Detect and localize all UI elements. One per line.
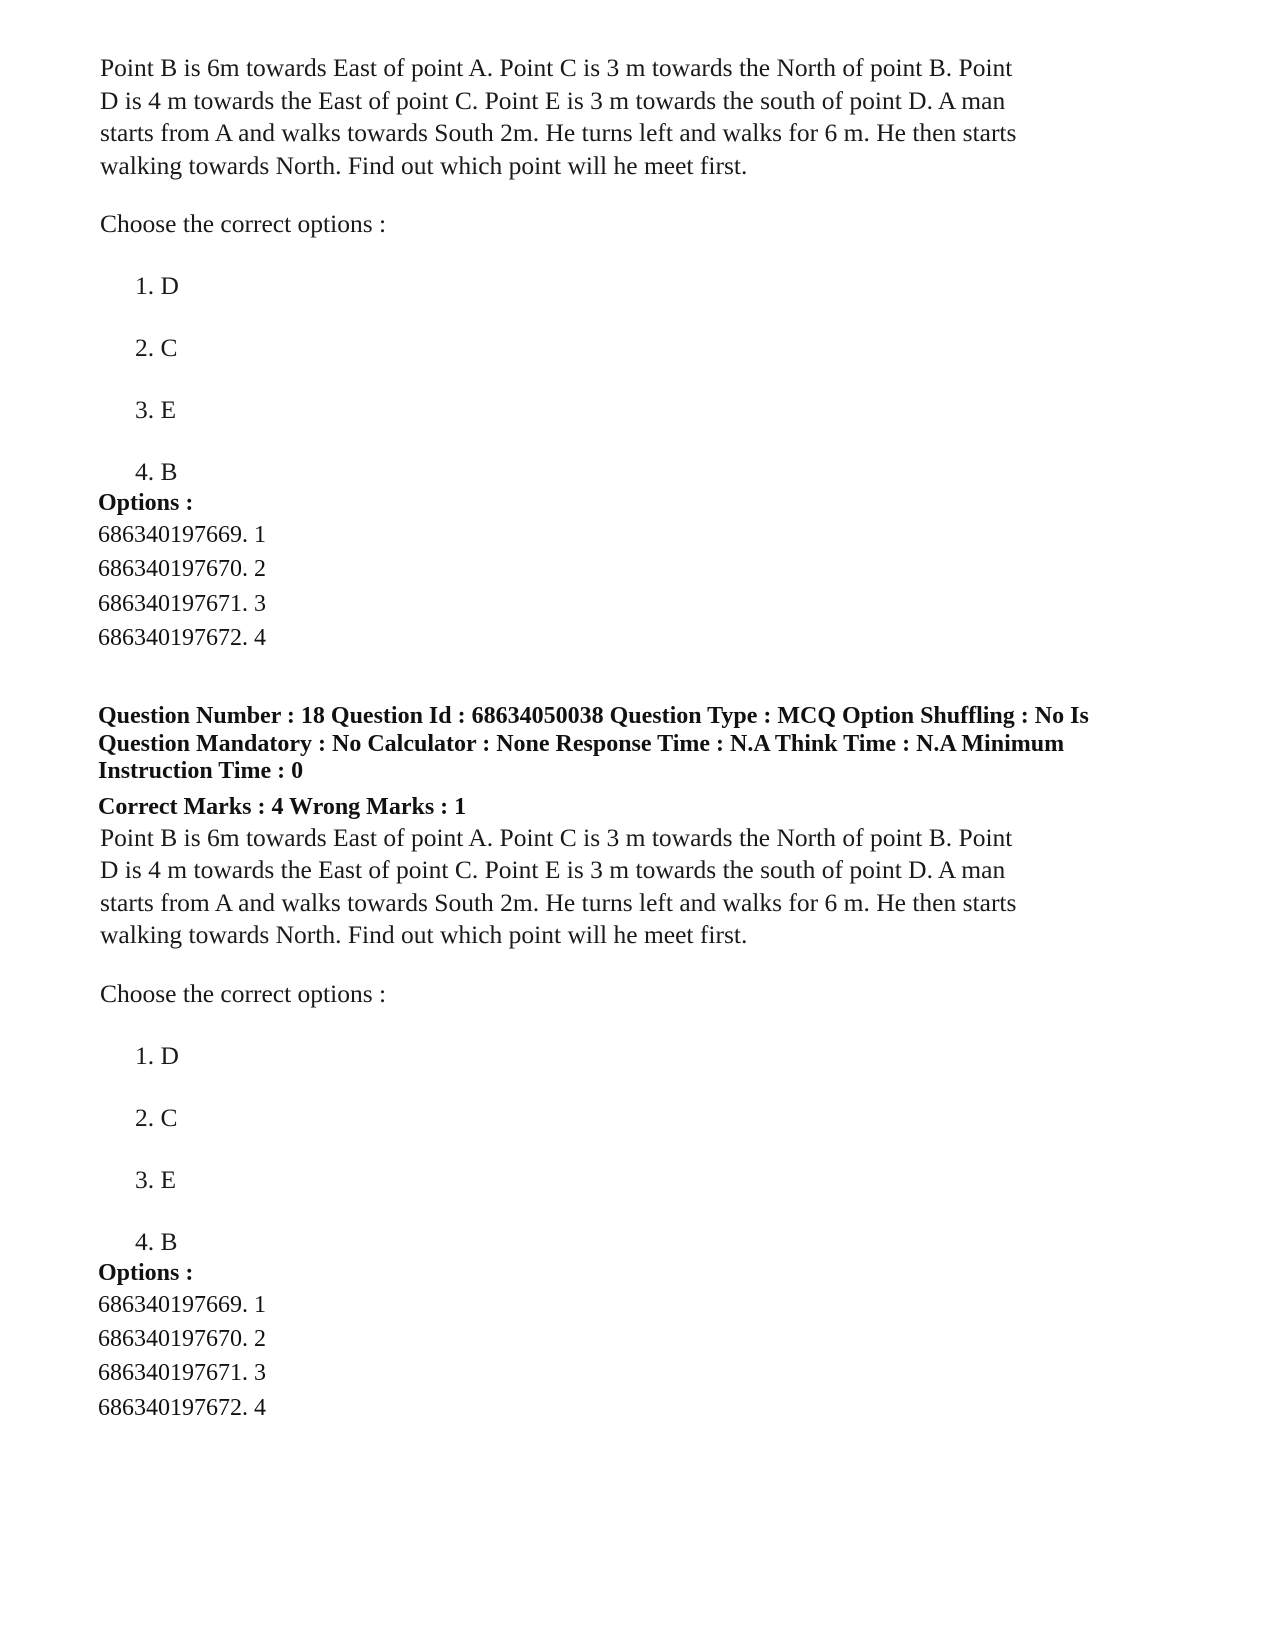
question-text [98,822,1035,952]
choice-item: 3. E [135,1164,177,1194]
choice-item: 3. E [135,395,177,424]
question-text [98,52,1035,182]
option-id-item: 686340197672. 4 [98,624,266,651]
choice-item: 1. D [135,271,179,300]
document-page [98,52,1158,1425]
choice-item: 2. C [135,333,178,362]
question-meta: Question Number : 18 Question Id : 68634050038 Question Type : MCQ Option Shuffling : No Is Question Mandatory : No Calculator : None Response Time : N.A Think Time : N.A Minimum Instruction Time : 0 [98,703,1089,785]
question-block-previous [98,52,1158,655]
option-id-item: 686340197671. 3 [98,590,266,617]
question-paragraph: Point B is 6m towards East of point A. Point C is 3 m towards the North of point B. Point D is 4 m towards the East of point C. Point E is 3 m towards the south of point D. A man starts from A and walks towards South 2m. He turns left and walks for 6 m. He then starts walking towards North. Find out which point will he meet first. [100,53,1017,180]
choice-item: 2. C [135,1102,178,1132]
choice-item: 4. B [135,1226,178,1256]
choice-list [98,1040,1158,1258]
option-id-item: 686340197670. 2 [98,1325,266,1352]
choice-item: 4. B [135,457,178,486]
options-label: Options : [98,1259,194,1286]
choose-label: Choose the correct options : [100,209,387,238]
option-id-item: 686340197671. 3 [98,1360,266,1387]
question-marks: Correct Marks : 4 Wrong Marks : 1 [98,793,467,820]
choose-label: Choose the correct options : [100,978,387,1008]
option-id-item: 686340197672. 4 [98,1394,266,1421]
question-block-18 [98,703,1158,1425]
options-label: Options : [98,490,194,516]
choice-item: 1. D [135,1040,179,1070]
question-paragraph: Point B is 6m towards East of point A. Point C is 3 m towards the North of point B. Point D is 4 m towards the East of point C. Point E is 3 m towards the south of point D. A man starts from A and walks towards South 2m. He turns left and walks for 6 m. He then starts walking towards North. Find out which point will he meet first. [100,822,1017,950]
option-id-item: 686340197670. 2 [98,556,266,583]
option-id-item: 686340197669. 1 [98,1291,266,1318]
option-id-item: 686340197669. 1 [98,522,266,548]
choice-list [98,270,1158,488]
option-id-list [98,518,1158,655]
option-id-list [98,1288,1158,1425]
